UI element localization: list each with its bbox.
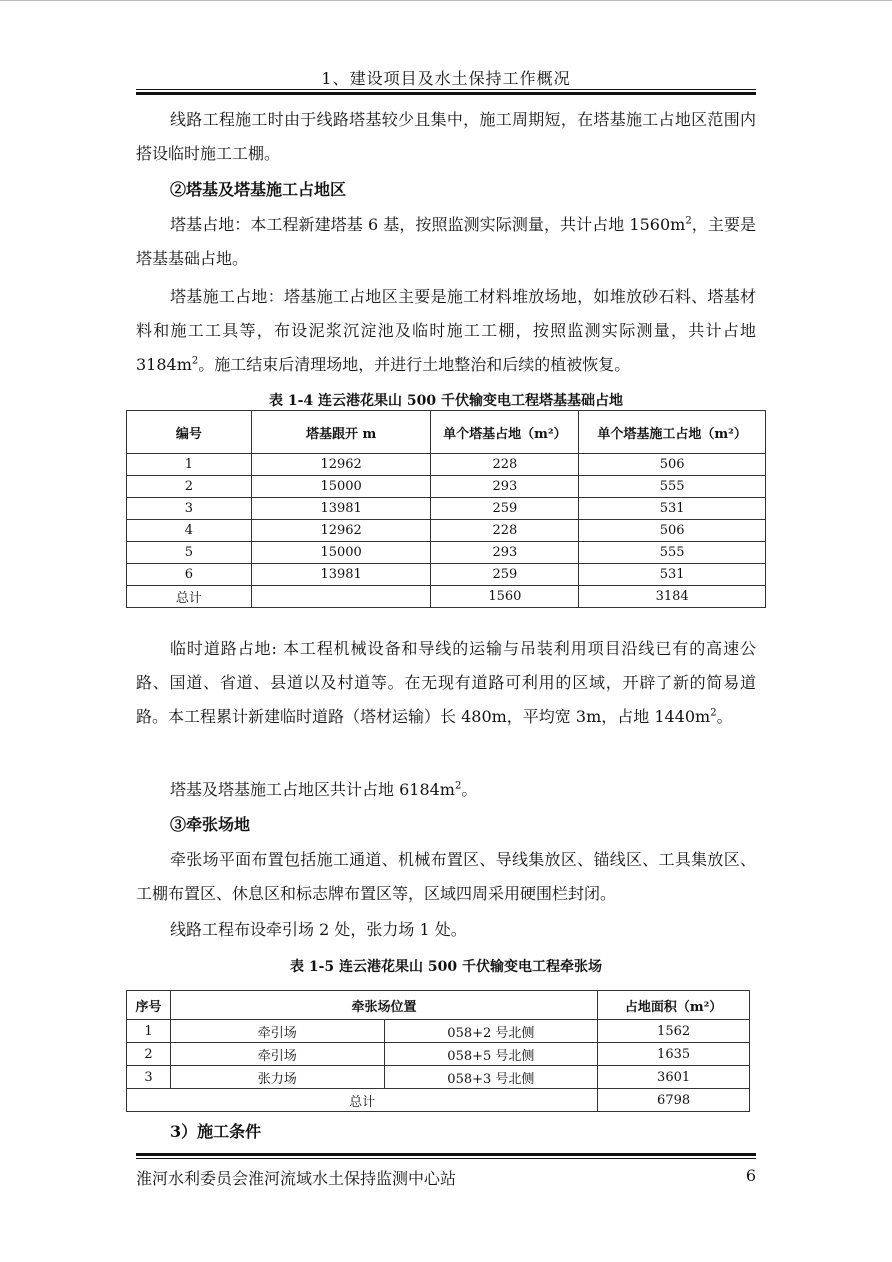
table-cell: 13981 xyxy=(251,564,431,586)
table-tension-sites xyxy=(126,990,750,1112)
table-cell: 3601 xyxy=(598,1066,750,1089)
table-row xyxy=(127,454,766,476)
table-cell: 2 xyxy=(127,1043,171,1066)
section-heading-tower-area: ②塔基及塔基施工占地区 xyxy=(170,180,347,199)
table-cell: 牵引场 xyxy=(170,1020,384,1043)
section-heading-tension-site: ③牵张场地 xyxy=(170,815,251,834)
table-cell: 259 xyxy=(431,498,579,520)
table-row xyxy=(127,1020,750,1043)
table-cell: 5 xyxy=(127,542,252,564)
table-1-5-caption: 表 1-5 连云港花果山 500 千伏输变电工程牵张场 xyxy=(289,959,602,975)
footer-rule-thin xyxy=(136,1158,756,1159)
paragraph-tension-site-count: 线路工程布设牵引场 2 处，张力场 1 处。 xyxy=(170,920,467,939)
table-header-cell: 序号 xyxy=(127,991,171,1020)
table-row xyxy=(127,1043,750,1066)
table-cell: 058+2 号北侧 xyxy=(384,1020,598,1043)
table-row xyxy=(127,1066,750,1089)
table-cell: 13981 xyxy=(251,498,431,520)
table-cell: 228 xyxy=(431,454,579,476)
table-cell: 3 xyxy=(127,498,252,520)
section-heading-construction-conditions: 3）施工条件 xyxy=(170,1122,262,1141)
table-cell: 228 xyxy=(431,520,579,542)
table-cell: 531 xyxy=(579,564,766,586)
table-total-label: 总计 xyxy=(127,1089,598,1112)
table-total-row xyxy=(127,586,766,608)
table-row xyxy=(127,498,766,520)
table-header-row xyxy=(127,411,766,454)
paragraph-tower-land: 塔基占地：本工程新建塔基 6 基，按照监测实际测量，共计占地 $1560m^2$，主要是塔基基础占地。 xyxy=(136,215,756,268)
table-cell: 058+3 号北侧 xyxy=(384,1066,598,1089)
table-cell: 506 xyxy=(579,454,766,476)
table-header-cell: 单个塔基占地（m²） xyxy=(431,411,579,454)
table-header-row xyxy=(127,991,750,1020)
header-rule-thick xyxy=(136,92,756,95)
table-header-cell: 塔基跟开 m xyxy=(251,411,431,454)
footer-rule-thick xyxy=(136,1153,756,1156)
page-top-border xyxy=(0,0,892,1)
table-cell: 2 xyxy=(127,476,252,498)
table-cell: 1635 xyxy=(598,1043,750,1066)
table-cell: 4 xyxy=(127,520,252,542)
table-cell: 1 xyxy=(127,454,252,476)
table-cell: 3 xyxy=(127,1066,171,1089)
paragraph-temporary-road: 临时道路占地: 本工程机械设备和导线的运输与吊装利用项目沿线已有的高速公路、国道、省道、县道以及村道等。在无现有道路可利用的区域，开辟了新的简易道路。本工程累计新建临时道路（塔材运输）长 480m，平均宽 3m，占地 $1440m^2$。 xyxy=(136,639,756,726)
table-cell: 15000 xyxy=(251,542,431,564)
table-cell: 293 xyxy=(431,476,579,498)
table-row xyxy=(127,564,766,586)
page-header-title: 1、建设项目及水土保持工作概况 xyxy=(321,69,571,88)
table-total-value: 6798 xyxy=(598,1089,750,1112)
paragraph-construction-sheds: 线路工程施工时由于线路塔基较少且集中，施工周期短，在塔基施工占地区范围内搭设临时施工工棚。 xyxy=(136,110,756,163)
header-rule-thin xyxy=(136,89,756,90)
table-total-label: 总计 xyxy=(127,586,252,608)
table-cell: 1 xyxy=(127,1020,171,1043)
table-cell: 张力场 xyxy=(170,1066,384,1089)
table-row xyxy=(127,520,766,542)
table-tower-foundation-land xyxy=(126,410,766,608)
table-cell: 259 xyxy=(431,564,579,586)
table-cell: 15000 xyxy=(251,476,431,498)
table-header-cell: 单个塔基施工占地（m²） xyxy=(579,411,766,454)
footer-organization: 淮河水利委员会淮河流域水土保持监测中心站 xyxy=(136,1169,457,1188)
table-row xyxy=(127,476,766,498)
table-total-value: 1560 xyxy=(431,586,579,608)
table-header-cell: 牵张场位置 xyxy=(170,991,597,1020)
page-number: 6 xyxy=(745,1166,756,1185)
paragraph-tower-construction-land: 塔基施工占地：塔基施工占地区主要是施工材料堆放场地，如堆放砂石料、塔基材料和施工工具等，布设泥浆沉淀池及临时施工工棚，按照监测实际测量，共计占地 $3184m^2$。施工结束后清理场地，并进行土地整治和后续的植被恢复。 xyxy=(136,287,756,374)
table-cell: 058+5 号北侧 xyxy=(384,1043,598,1066)
table-cell: 506 xyxy=(579,520,766,542)
table-cell: 牵引场 xyxy=(170,1043,384,1066)
table-cell: 293 xyxy=(431,542,579,564)
table-total-value: 3184 xyxy=(579,586,766,608)
paragraph-tension-site-layout: 牵张场平面布置包括施工通道、机械布置区、导线集放区、锚线区、工具集放区、工棚布置区、休息区和标志牌布置区等，区域四周采用硬围栏封闭。 xyxy=(136,850,756,903)
table-row xyxy=(127,542,766,564)
table-total-row xyxy=(127,1089,750,1112)
table-cell: 555 xyxy=(579,476,766,498)
table-1-4-caption: 表 1-4 连云港花果山 500 千伏输变电工程塔基基础占地 xyxy=(268,393,623,409)
table-cell: 1562 xyxy=(598,1020,750,1043)
paragraph-tower-area-total: 塔基及塔基施工占地区共计占地 $6184m^2$。 xyxy=(170,780,478,799)
table-cell xyxy=(251,586,431,608)
table-cell: 12962 xyxy=(251,454,431,476)
table-header-cell: 编号 xyxy=(127,411,252,454)
table-cell: 6 xyxy=(127,564,252,586)
table-cell: 531 xyxy=(579,498,766,520)
table-cell: 12962 xyxy=(251,520,431,542)
table-header-cell: 占地面积（m²） xyxy=(598,991,750,1020)
table-cell: 555 xyxy=(579,542,766,564)
